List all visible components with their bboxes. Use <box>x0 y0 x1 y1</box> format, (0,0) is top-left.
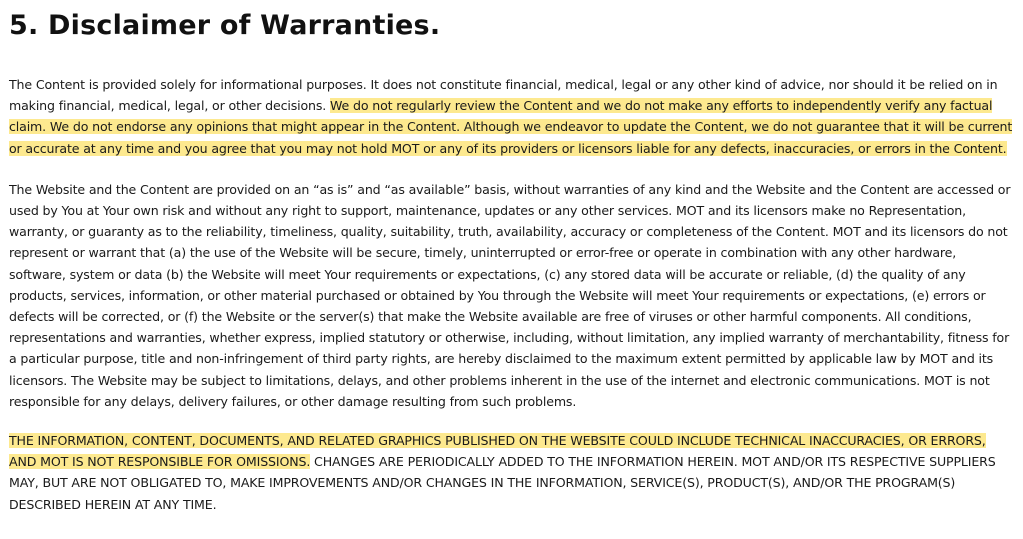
highlighted-text: We do not regularly review the Content and we do not make any efforts to independently verify any factual claim. We do not endorse any opinions that might appear in the Content. Although we endeavor to update the Content, we do not guarantee that it will be current or accurate at any time and you agree that you may not hold MOT or any of its providers or licensors liable for any defects, inaccuracies, or errors in the Content. <box>9 98 1013 156</box>
highlighted-text: THE INFORMATION, CONTENT, DOCUMENTS, AND RELATED GRAPHICS PUBLISHED ON THE WEBSITE COULD INCLUDE TECHNICAL INACCURACIES, OR ERRORS, AND MOT IS NOT RESPONSIBLE FOR OMISSIONS. <box>9 433 986 470</box>
section-heading: 5. Disclaimer of Warranties. <box>9 10 441 41</box>
paragraph-plain-text: The Content is provided solely for informational purposes. It does not constitute financial, medical, legal or any other kind of advice, nor should it be relied on in making financial, medical, legal, or other decisions. <box>9 77 998 114</box>
paragraph-as-is-basis: The Website and the Content are provided on an “as is” and “as available” basis, without warranties of any kind and the Website and the Content are accessed or used by You at Your own risk and without any right to support, maintenance, updates or any other services. MOT and its licensors make no Representation, warranty, or guaranty as to the reliability, timeliness, quality, suitability, truth, availability, accuracy or completeness of the Content. MOT and its licensors do not represent or warrant that (a) the use of the Website will be secure, timely, uninterrupted or error-free or operate in combination with any other hardware, software, system or data (b) the Website will meet Your requirements or expectations, (c) any stored data will be accurate or reliable, (d) the quality of any products, services, information, or other material purchased or obtained by You through the Website will meet Your requirements or expectations, (e) errors or defects will be corrected, or (f) the Website or the server(s) that make the Website available are free of viruses or other harmful components. All conditions, representations and warranties, whether express, implied statutory or otherwise, including, without limitation, any implied warranty of merchantability, fitness for a particular purpose, title and non-infringement of third party rights, are hereby disclaimed to the maximum extent permitted by applicable law by MOT and its licensors. The Website may be subject to limitations, delays, and other problems inherent in the use of the internet and electronic communications. MOT is not responsible for any delays, delivery failures, or other damage resulting from such problems. <box>9 181 1011 409</box>
paragraph-content-purpose <box>9 74 1015 159</box>
paragraph-technical-inaccuracies <box>9 430 1015 515</box>
paragraph-plain-text: CHANGES ARE PERIODICALLY ADDED TO THE INFORMATION HEREIN. MOT AND/OR ITS RESPECTIVE SUPPLIERS MAY, BUT ARE NOT OBLIGATED TO, MAKE IMPROVEMENTS AND/OR CHANGES IN THE INFORMATION, SERVICE(S), PRODUCT(S), AND/OR THE PROGRAM(S) DESCRIBED HEREIN AT ANY TIME. <box>9 454 996 512</box>
